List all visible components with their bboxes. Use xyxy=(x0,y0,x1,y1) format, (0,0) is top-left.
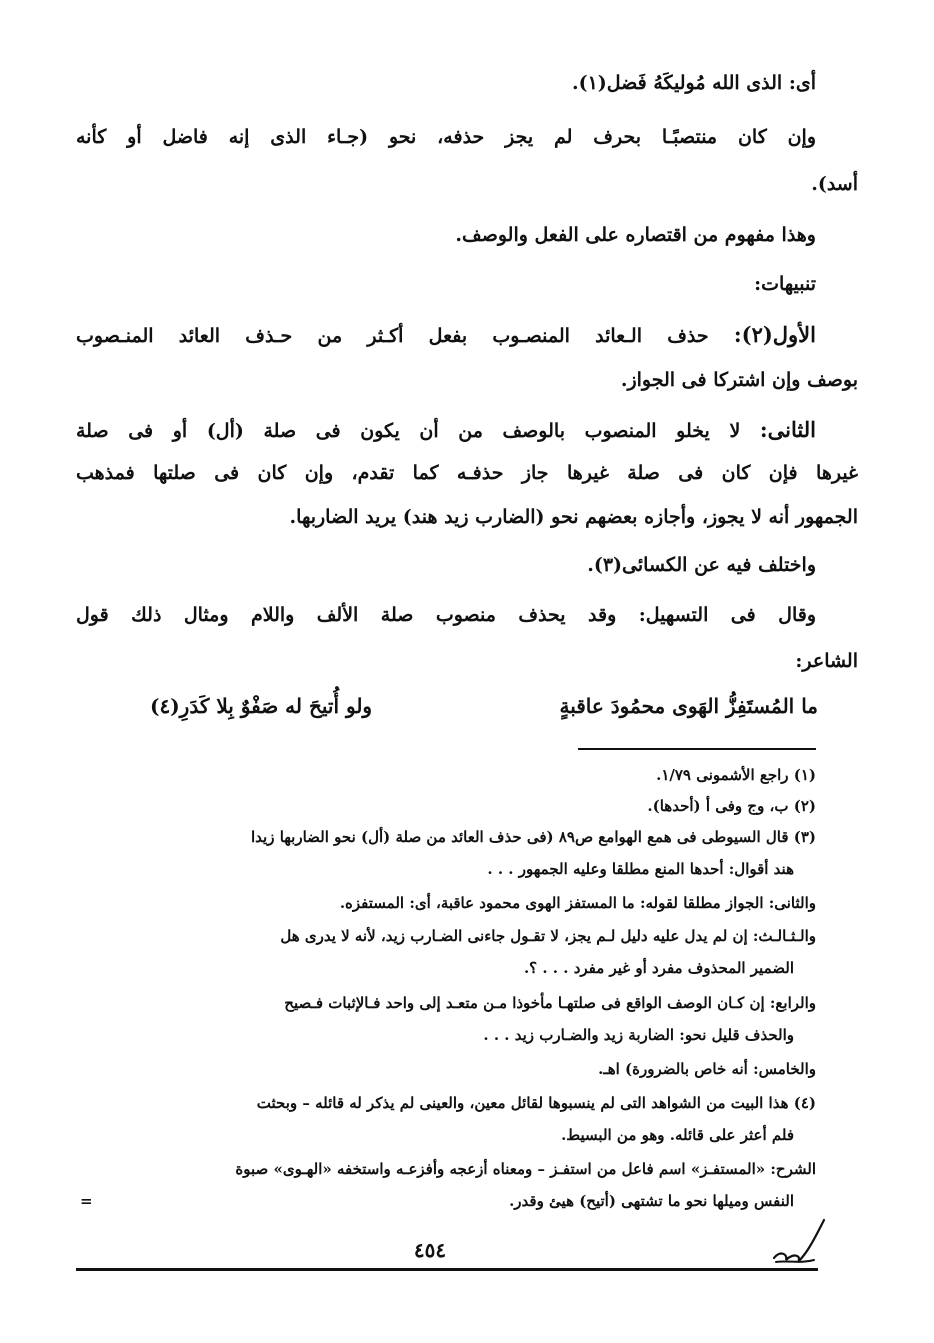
page-bottom-rule xyxy=(76,1268,818,1271)
note-second xyxy=(76,417,816,442)
footnote-2: (٢) ب، وج وفى أ (أحدها). xyxy=(647,797,816,815)
footnote-separator xyxy=(578,748,816,750)
verse-first-hemistich: ما المُستَفِزُّ الهَوى محمُودَ عاقبةٍ xyxy=(559,694,818,718)
line-12: وقال فى التسهيل: وقد يحذف منصوب صلة الألف واللام ومثال ذلك قول xyxy=(76,604,816,626)
footnote-3-cont: هند أقوال: أحدها المنع مطلقا وعليه الجمهور . . . xyxy=(487,860,794,878)
line-1: أى: الذى الله مُوليكَهُ فَضل(١). xyxy=(571,72,816,94)
footnote-4: (٤) هذا البيت من الشواهد التى لم ينسبوها لقائل معين، والعينى لم يذكر له قائله – وبحثت xyxy=(256,1094,816,1112)
note-first-label: الأول(٢): xyxy=(733,322,816,347)
continuation-mark: = xyxy=(80,1192,93,1210)
footnote-4-explanation-cont: النفس وميلها نحو ما تشتهى (أتيح) هيئ وقدر. xyxy=(509,1192,794,1210)
footnote-3-second: والثانى: الجواز مطلقا لقوله: ما المستفز الهوى محمود عاقبة، أى: المستفزه. xyxy=(339,894,816,912)
footnote-1: (١) راجع الأشمونى ١/٧٩. xyxy=(656,766,816,784)
footnote-3-fourth: والرابع: إن كـان الوصف الواقع فى صلتهـا مأخوذا مـن متعـد إلى واحد فـالإثبات فـصيح xyxy=(284,994,816,1012)
footnote-4-cont: فلم أعثر على قائله. وهو من البسيط. xyxy=(561,1126,794,1144)
verse-second-hemistich: ولو أُتيحَ له صَفْوٌ بِلا كَدَرِ(٤) xyxy=(150,694,373,718)
line-4: وهذا مفهوم من اقتصاره على الفعل والوصف. xyxy=(455,224,816,246)
footnote-3-third-cont: الضمير المحذوف مفرد أو غير مفرد . . . ؟. xyxy=(523,959,794,977)
line-11: واختلف فيه عن الكسائى(٣). xyxy=(587,554,816,576)
note-second-label: الثانى: xyxy=(759,417,816,442)
line-7: بوصف وإن اشتركا فى الجواز. xyxy=(620,369,858,391)
note-first xyxy=(76,322,816,347)
line-10: الجمهور أنه لا يجوز، وأجازه بعضهم نحو (الضارب زيد هند) يريد الضاربها. xyxy=(289,506,858,528)
footnote-3-fourth-cont: والحذف قليل نحو: الضاربة زيد والضـارب زيد . . . xyxy=(483,1026,794,1044)
line-9: غيرها فإن كان فى صلة غيرها جاز حذفـه كما تقدم، وإن كان فى صلتها فمذهب xyxy=(76,462,858,484)
page-number: ٤٥٤ xyxy=(413,1238,447,1262)
note-second-text: لا يخلو المنصوب بالوصف من أن يكون فى صلة (أل) أو فى صلة xyxy=(76,420,741,442)
footnote-3-fifth: والخامس: أنه خاص بالضرورة) اهـ. xyxy=(598,1060,816,1078)
line-2: وإن كان منتصبًـا بحرف لم يجز حذفه، نحو (جـاء الذى إنه فاضل أو كأنه xyxy=(76,126,816,148)
footnote-3-third: والـثـالـث: إن لم يدل عليه دليل لـم يجز، لا تقـول جاءنى الضـارب زيد، لأنه لا يدرى هل xyxy=(280,927,816,945)
line-3: أسد). xyxy=(811,173,858,195)
footnote-4-explanation: الشرح: «المستفـز» اسم فاعل من استفـز – ومعناه أزعجه وأفزعـه واستخفه «الهـوى» صبوة xyxy=(235,1160,816,1178)
handwritten-mark-icon xyxy=(768,1214,828,1266)
note-first-text: حذف الـعائد المنصـوب بفعل أكـثر من حـذف العائد المنـصوب xyxy=(76,325,709,347)
section-heading: تنبيهات: xyxy=(754,273,816,295)
line-13: الشاعر: xyxy=(795,650,858,672)
footnote-3: (٣) قال السيوطى فى همع الهوامع ص٨٩ (فى حذف العائد من صلة (أل) نحو الضاربها زيدا xyxy=(251,828,816,846)
